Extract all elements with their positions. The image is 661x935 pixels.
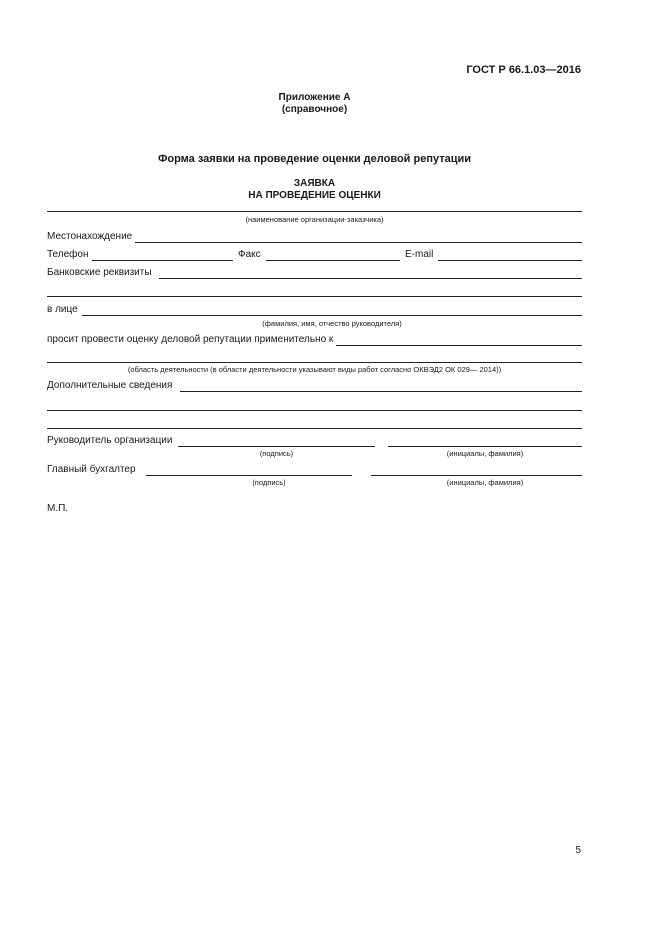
activity-caption: (область деятельности (в области деятельности указывают виды работ согласно ОКВЭД2 ОК 029— 2014)) [127, 365, 502, 374]
location-field[interactable] [135, 242, 582, 243]
phone-field[interactable] [92, 260, 233, 261]
bank-details-field-2[interactable] [47, 296, 582, 297]
application-title [47, 178, 582, 202]
accountant-initials-caption: (инициалы, фамилия) [446, 478, 524, 487]
additional-info-label: Дополнительные сведения [47, 380, 173, 391]
accountant-signature-caption: (подпись) [252, 478, 286, 487]
annex-type: (справочное) [281, 104, 348, 115]
activity-field[interactable] [336, 345, 582, 346]
head-signature-caption: (подпись) [259, 449, 294, 458]
form-title: Форма заявки на проведение оценки деловой репутации [157, 153, 472, 165]
additional-info-field-2[interactable] [47, 410, 582, 411]
accountant-signature-field[interactable] [146, 475, 352, 476]
fax-field[interactable] [266, 260, 400, 261]
location-label: Местонахождение [47, 231, 133, 242]
represented-by-label: в лице [47, 304, 78, 315]
email-field[interactable] [438, 260, 582, 261]
additional-info-field-3[interactable] [47, 428, 582, 429]
head-signature-field[interactable] [178, 446, 375, 447]
email-label: E-mail [405, 249, 434, 260]
additional-info-field[interactable] [180, 391, 582, 392]
head-initials-caption: (инициалы, фамилия) [446, 449, 524, 458]
application-title-line1: ЗАЯВКА [293, 178, 336, 189]
annex-heading [47, 92, 582, 116]
org-name-field[interactable] [47, 211, 582, 212]
bank-details-field[interactable] [159, 278, 582, 279]
accountant-initials-field[interactable] [371, 475, 582, 476]
document-code: ГОСТ Р 66.1.03—2016 [466, 64, 581, 76]
application-title-line2: НА ПРОВЕДЕНИЕ ОЦЕНКИ [248, 190, 381, 201]
fax-label: Факс [238, 249, 261, 260]
head-name-caption: (фамилия, имя, отчество руководителя) [262, 319, 402, 328]
head-name-field[interactable] [82, 315, 582, 316]
phone-label: Телефон [47, 249, 89, 260]
activity-field-2[interactable] [47, 362, 582, 363]
accountant-signature-label: Главный бухгалтер [47, 464, 136, 475]
page-number: 5 [575, 845, 581, 856]
head-initials-field[interactable] [388, 446, 582, 447]
stamp-placeholder: М.П. [47, 503, 69, 514]
bank-details-label: Банковские реквизиты [47, 267, 152, 278]
request-label: просит провести оценку деловой репутации применительно к [47, 334, 334, 345]
org-name-caption: (наименование организации-заказчика) [245, 215, 384, 224]
head-signature-label: Руководитель организации [47, 435, 173, 446]
annex-title: Приложение А [278, 92, 351, 103]
